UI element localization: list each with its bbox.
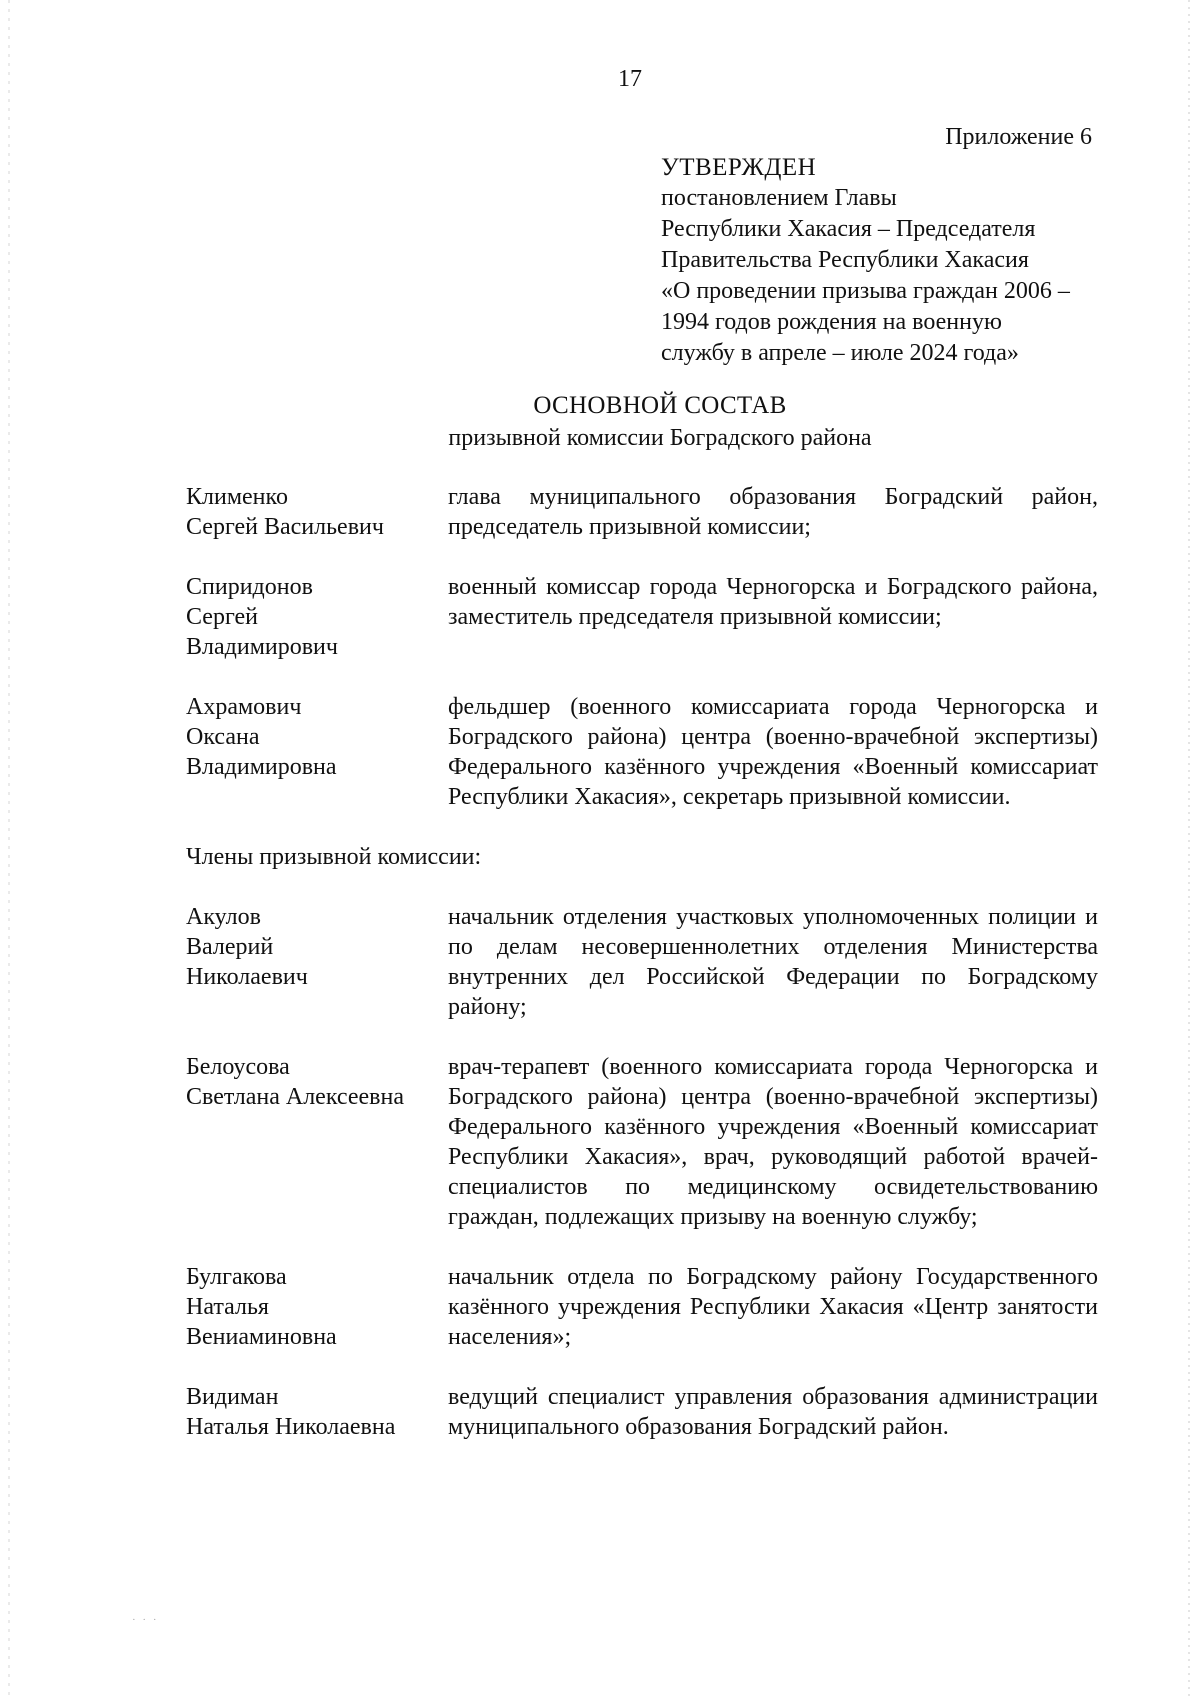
approval-line: постановлением Главы: [661, 185, 897, 211]
member-role: ведущий специалист управления образования администрации муниципального образования Боградский район.: [448, 1384, 1098, 1440]
member-name-line: Ахрамович: [186, 694, 302, 720]
member-name: [186, 572, 448, 662]
approval-line: «О проведении призыва граждан 2006 –: [661, 278, 1070, 304]
approval-line: Правительства Республики Хакасия: [661, 247, 1029, 273]
approval-line: 1994 годов рождения на военную: [661, 309, 1002, 335]
scan-edge-left: [8, 0, 10, 1698]
member-entry: [186, 1052, 1098, 1232]
scan-edge-right: [1188, 0, 1190, 1698]
member-name-line: Сергей: [186, 604, 258, 630]
member-entry: [186, 692, 1098, 812]
approval-line: службу в апреле – июле 2024 года»: [661, 340, 1019, 366]
approved-heading: УТВЕРЖДЕН: [661, 154, 817, 181]
member-name-line: Видиман: [186, 1384, 279, 1410]
member-role: глава муниципального образования Боградский район, председатель призывной комиссии;: [448, 484, 1098, 540]
approval-block: [661, 152, 1101, 369]
member-role: начальник отдела по Боградскому району Государственного казённого учреждения Республики Хакасия «Центр занятости населения»;: [448, 1264, 1098, 1350]
member-entry: [186, 572, 1098, 662]
member-name-line: Николаевич: [186, 964, 308, 990]
member-name: [186, 1262, 448, 1352]
approval-line: Республики Хакасия – Председателя: [661, 216, 1036, 242]
member-name-line: Сергей Васильевич: [186, 514, 384, 540]
member-name-line: Владимировна: [186, 754, 337, 780]
member-name: [186, 692, 448, 812]
member-entry: [186, 902, 1098, 1022]
appendix-label: Приложение 6: [945, 124, 1092, 150]
member-role: начальник отделения участковых уполномоченных полиции и по делам несовершеннолетних отделения Министерства внутренних дел Российской Федерации по Боградскому району;: [448, 904, 1098, 1020]
member-name: [186, 902, 448, 1022]
member-name: [186, 1382, 448, 1442]
member-name-line: Клименко: [186, 484, 288, 510]
member-role: военный комиссар города Черногорска и Боградского района, заместитель председателя призывной комиссии;: [448, 574, 1098, 630]
document-title: ОСНОВНОЙ СОСТАВ: [533, 392, 787, 419]
member-name-line: Владимирович: [186, 634, 338, 660]
page-number: 17: [618, 66, 642, 92]
member-name-line: Наталья Николаевна: [186, 1414, 396, 1440]
member-name: [186, 482, 448, 542]
member-name-line: Валерий: [186, 934, 274, 960]
member-name-line: Вениаминовна: [186, 1324, 337, 1350]
member-name-line: Светлана Алексеевна: [186, 1084, 404, 1110]
member-entry: [186, 1382, 1098, 1442]
member-name-line: Акулов: [186, 904, 261, 930]
member-name-line: Оксана: [186, 724, 260, 750]
commission-list: [186, 482, 1098, 1472]
member-name: [186, 1052, 448, 1232]
member-role: фельдшер (военного комиссариата города Черногорска и Боградского района) центра (военно-врачебной экспертизы) Федерального казённого учреждения «Военный комиссариат Республики Хакасия», секретарь призывной комиссии.: [448, 694, 1098, 810]
member-name-line: Спиридонов: [186, 574, 313, 600]
members-section-label: Члены призывной комиссии:: [186, 844, 482, 870]
member-name-line: Белоусова: [186, 1054, 290, 1080]
member-entry: [186, 1262, 1098, 1352]
member-name-line: Наталья: [186, 1294, 269, 1320]
member-entry: [186, 482, 1098, 542]
document-subtitle: призывной комиссии Боградского района: [448, 425, 872, 451]
member-role: врач-терапевт (военного комиссариата города Черногорска и Боградского района) центра (военно-врачебной экспертизы) Федерального казённого учреждения «Военный комиссариат Республики Хакасия», врач, руководящий работой врачей-специалистов по медицинскому освидетельствованию граждан, подлежащих призыву на военную службу;: [448, 1054, 1098, 1230]
member-name-line: Булгакова: [186, 1264, 287, 1290]
scan-artifact: · · ·: [132, 1614, 159, 1626]
